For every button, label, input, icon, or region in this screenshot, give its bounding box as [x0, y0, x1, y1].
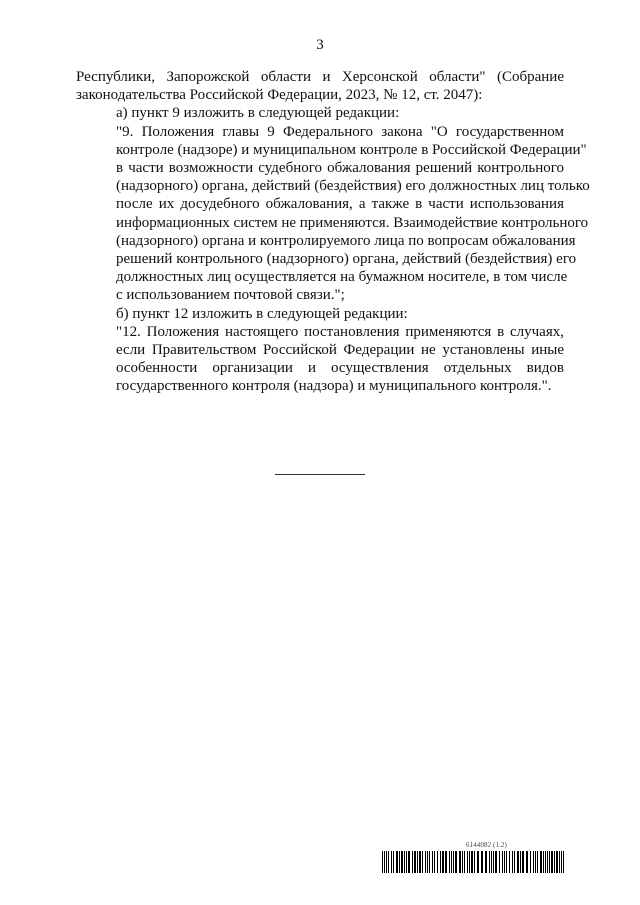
text-line: б) пункт 12 изложить в следующей редакции:: [116, 305, 408, 322]
text-line: особенности организации и осуществления отдельных видов: [116, 360, 564, 377]
text-line: (надзорного) органа, действий (бездействия) его должностных лиц только: [116, 178, 590, 195]
barcode-icon: [382, 851, 565, 873]
text-line: а) пункт 9 изложить в следующей редакции:: [116, 105, 400, 122]
paragraph: [76, 123, 590, 305]
text-line: информационных систем не применяются. Взаимодействие контрольного: [116, 214, 589, 231]
text-line: (надзорного) органа и контролируемого лица по вопросам обжалования: [116, 232, 576, 249]
document-code: 6144082 (1.2): [466, 841, 507, 849]
page-number: 3: [316, 37, 324, 53]
text-line: государственного контроля (надзора) и муниципального контроля.".: [116, 378, 552, 395]
paragraph: [76, 104, 564, 122]
text-line: решений контрольного (надзорного) органа, действий (бездействия) его: [116, 251, 577, 268]
document-body: [76, 68, 590, 396]
text-line: Республики, Запорожской области и Херсонской области" (Собрание: [76, 69, 564, 85]
paragraph: [76, 323, 564, 396]
paragraph: [76, 68, 564, 104]
text-line: "12. Положения настоящего постановления применяются в случаях,: [116, 323, 564, 340]
text-line: "9. Положения главы 9 Федерального закона "О государственном: [116, 123, 564, 140]
text-line: законодательства Российской Федерации, 2023, № 12, ст. 2047):: [76, 87, 483, 104]
text-line: после их досудебного обжалования, а также в части использования: [116, 196, 564, 213]
text-line: контроле (надзоре) и муниципальном контроле в Российской Федерации": [116, 141, 587, 158]
text-line: с использованием почтовой связи.";: [116, 287, 345, 304]
text-line: в части возможности судебного обжалования решений контрольного: [116, 160, 564, 177]
text-line: должностных лиц осуществляется на бумажном носителе, в том числе: [116, 269, 568, 286]
text-line: если Правительством Российской Федерации не установлены иные: [116, 342, 564, 359]
paragraph: [76, 305, 564, 323]
separator-line: [275, 474, 365, 475]
